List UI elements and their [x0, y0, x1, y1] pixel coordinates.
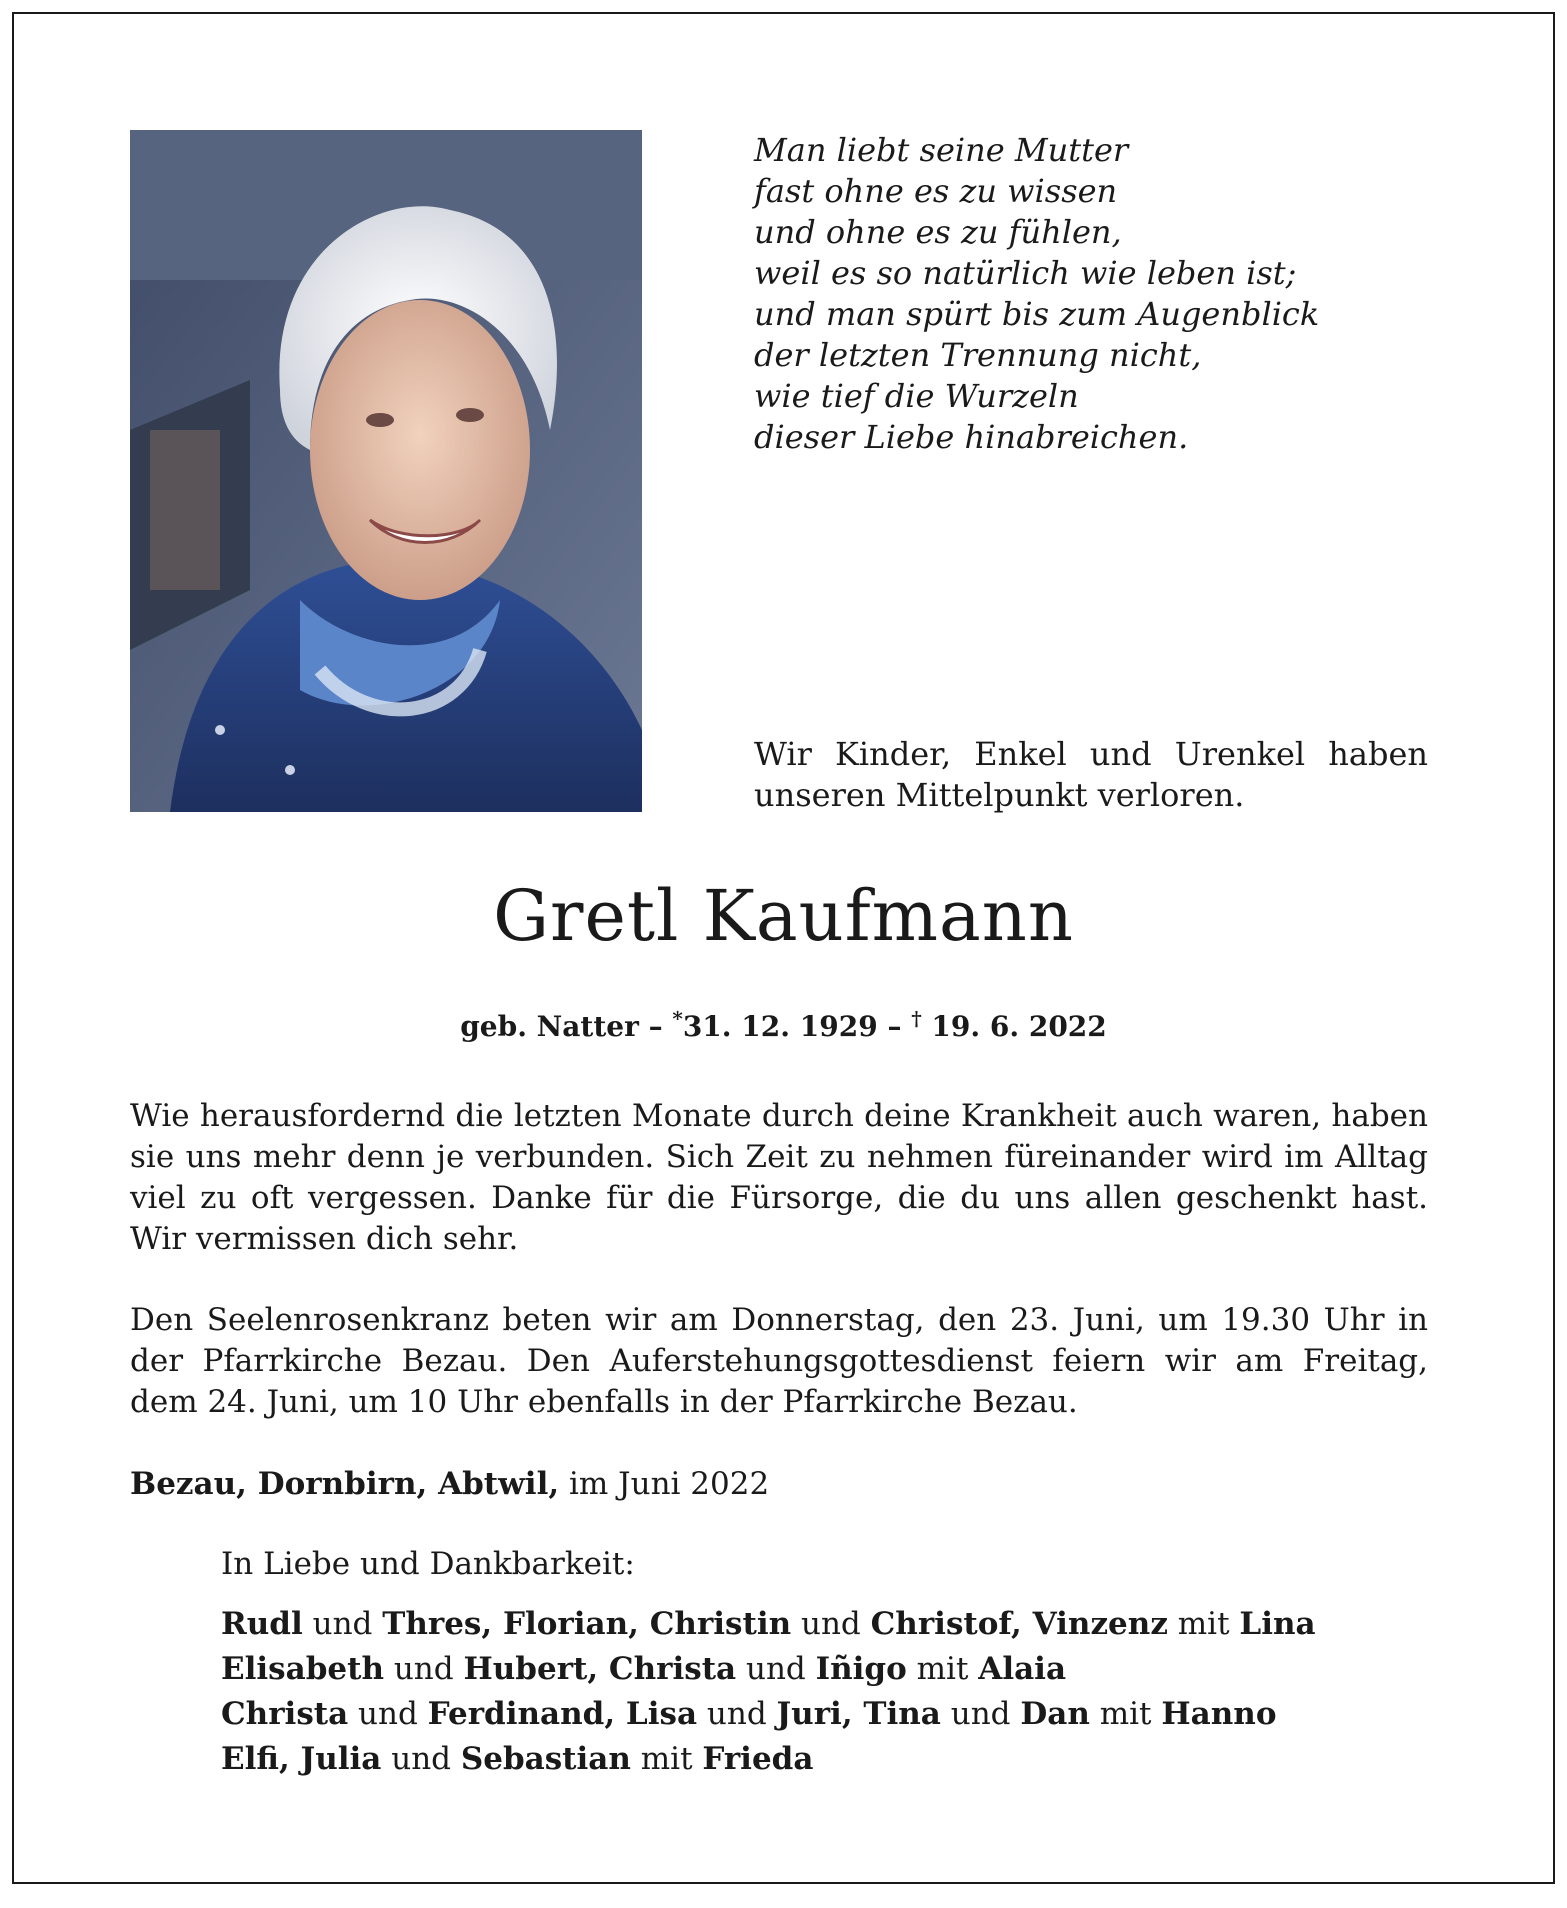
place-date-line — [130, 1464, 1428, 1505]
family-name: Christa — [221, 1696, 349, 1732]
family-line — [221, 1692, 1451, 1737]
poem — [754, 130, 1454, 458]
life-dates — [14, 1006, 1553, 1045]
family-name: Rudl — [221, 1606, 303, 1642]
dash-separator: – — [648, 1010, 663, 1043]
poem-line: der letzten Trennung nicht, — [754, 336, 1202, 374]
family-name: Hanno — [1161, 1696, 1277, 1732]
family-line — [221, 1602, 1451, 1647]
family-connector: mit — [1089, 1696, 1162, 1732]
tribute-paragraph: Wie herausfordernd die letzten Monate durch deine Krankheit auch waren, haben sie uns mehr denn je verbunden. Sich Zeit zu nehmen füreinander wird im Alltag viel zu oft vergessen. Danke für die Fürsorge, die du uns allen geschenkt hast. Wir vermissen dich sehr. — [130, 1098, 1428, 1257]
family-connector: mit — [1167, 1606, 1240, 1642]
family-name: Hubert, Christa — [463, 1651, 737, 1687]
dash-separator: – — [887, 1010, 902, 1043]
family-name: Dan — [1020, 1696, 1090, 1732]
services-paragraph: Den Seelenrosenkranz beten wir am Donnerstag, den 23. Juni, um 19.30 Uhr in der Pfarrkirche Bezau. Den Auferstehungsgottesdienst feiern wir am Freitag, dem 24. Juni, um 10 Uhr ebenfalls in der Pfarrkirche Bezau. — [130, 1302, 1428, 1420]
family-name: Elisabeth — [221, 1651, 384, 1687]
poem-line: und man spürt bis zum Augenblick — [754, 295, 1320, 333]
birth-date: 31. 12. 1929 — [682, 1010, 878, 1043]
family-connector: und — [697, 1696, 777, 1732]
poem-line: weil es so natürlich wie leben ist; — [754, 254, 1297, 292]
family-connector: und — [381, 1741, 461, 1777]
birth-symbol: * — [672, 1006, 683, 1031]
family-name: Elfi, Julia — [221, 1741, 382, 1777]
places: Bezau, Dornbirn, Abtwil, — [130, 1466, 560, 1502]
family-name: Christof, Vinzenz — [870, 1606, 1168, 1642]
family-name: Iñigo — [815, 1651, 907, 1687]
family-name: Juri, Tina — [776, 1696, 941, 1732]
thanks-label: In Liebe und Dankbarkeit: — [221, 1546, 635, 1582]
loss-statement: Wir Kinder, Enkel und Urenkel haben unseren Mittelpunkt verloren. — [754, 735, 1428, 814]
date: im Juni 2022 — [569, 1466, 770, 1502]
family-connector: und — [383, 1651, 464, 1687]
obituary-notice — [12, 12, 1555, 1884]
portrait-photo — [130, 130, 642, 812]
family-connector: und — [940, 1696, 1021, 1732]
death-symbol: † — [911, 1006, 922, 1031]
death-date: 19. 6. 2022 — [931, 1010, 1107, 1043]
family-connector: mit — [630, 1741, 703, 1777]
family-connector: und — [348, 1696, 428, 1732]
poem-line: fast ohne es zu wissen — [754, 172, 1118, 210]
family-line — [221, 1737, 1451, 1782]
family-name: Ferdinand, Lisa — [427, 1696, 698, 1732]
family-line — [221, 1647, 1451, 1692]
family-list — [221, 1602, 1451, 1782]
poem-line: wie tief die Wurzeln — [754, 377, 1079, 415]
poem-line: dieser Liebe hinabreichen. — [754, 418, 1189, 456]
family-name: Sebastian — [460, 1741, 631, 1777]
deceased-name: Gretl Kaufmann — [493, 875, 1074, 957]
family-connector: und — [736, 1651, 816, 1687]
family-connector: und — [302, 1606, 383, 1642]
family-connector: mit — [906, 1651, 979, 1687]
poem-line: und ohne es zu fühlen, — [754, 213, 1122, 251]
family-name: Alaia — [978, 1651, 1067, 1687]
birth-name: geb. Natter — [460, 1010, 639, 1043]
family-name: Lina — [1239, 1606, 1316, 1642]
family-name: Thres, Florian, Christin — [382, 1606, 792, 1642]
family-name: Frieda — [702, 1741, 814, 1777]
portrait-illustration — [130, 130, 642, 812]
family-connector: und — [791, 1606, 871, 1642]
poem-line: Man liebt seine Mutter — [754, 131, 1129, 169]
